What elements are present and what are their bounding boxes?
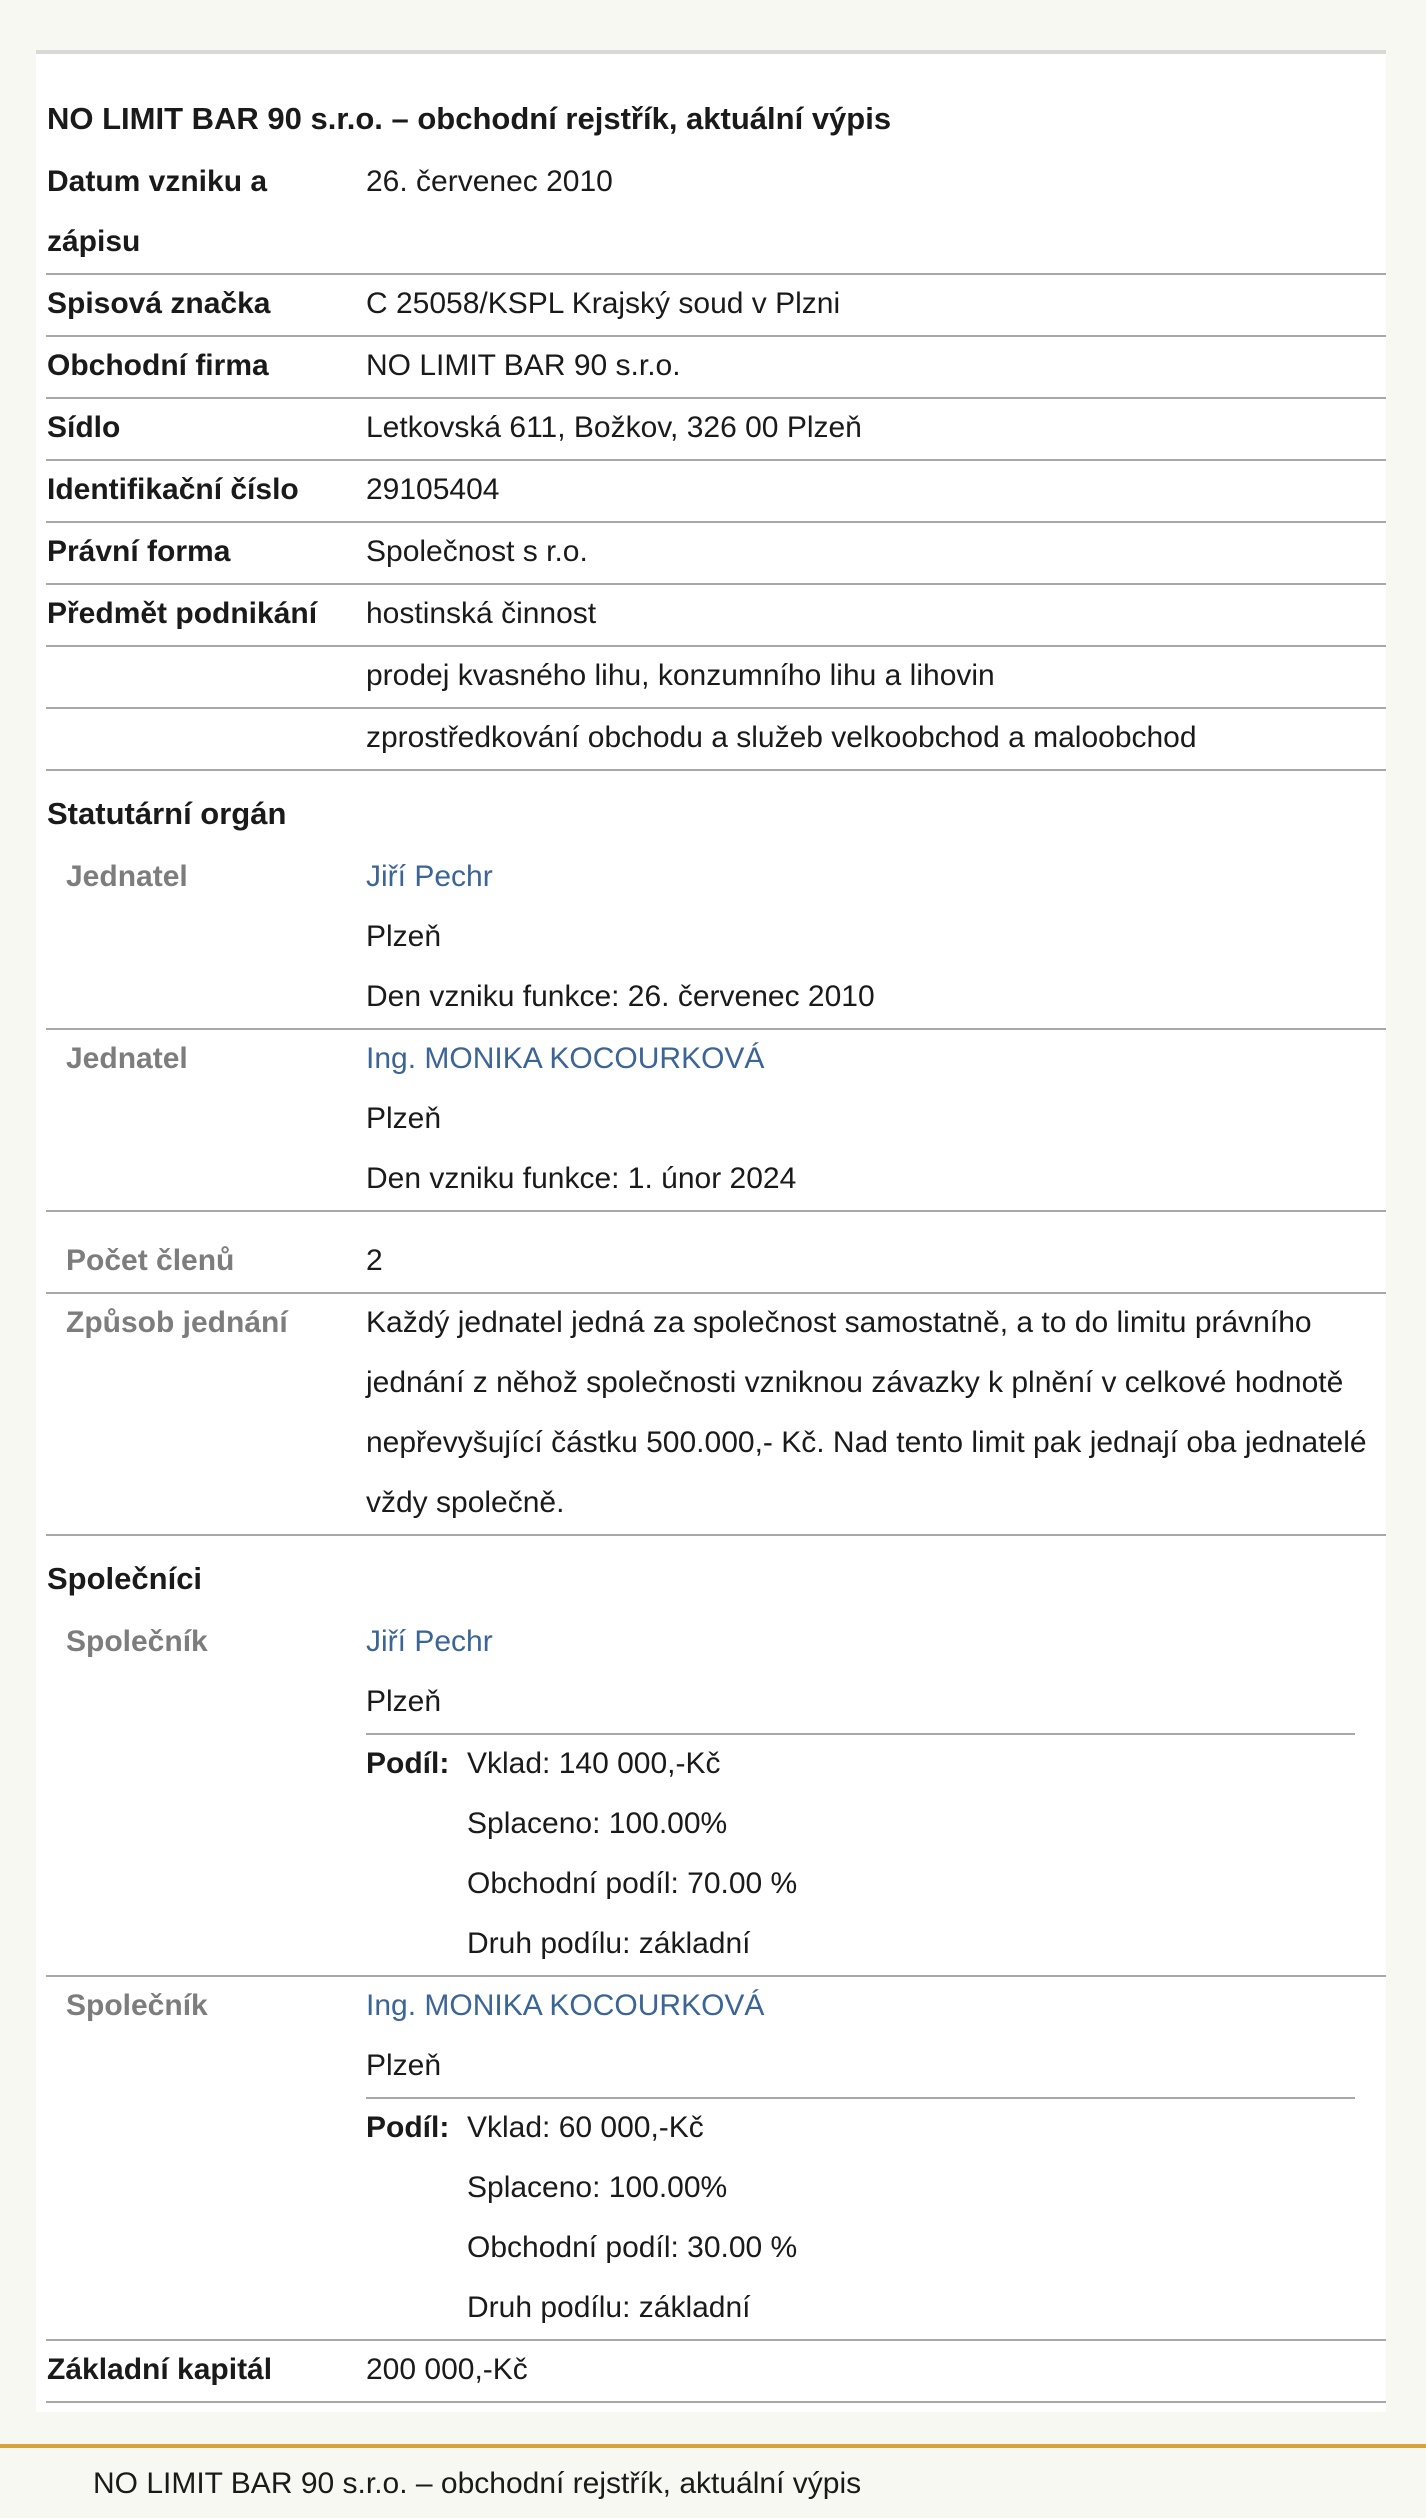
value-city: Plzeň [366, 2049, 442, 2082]
value-den-vzniku-funkce: Den vzniku funkce: 26. červenec 2010 [366, 980, 875, 1013]
label-zpusob-jednani: Způsob jednání [66, 1306, 288, 1339]
value-zakladni-kapital: 200 000,-Kč [366, 2353, 528, 2386]
row-divider [46, 769, 1386, 771]
label-sidlo: Sídlo [47, 411, 121, 444]
value-spisova-znacka: C 25058/KSPL Krajský soud v Plzni [366, 287, 841, 320]
label-spolecnik: Společník [66, 1989, 208, 2022]
zpusob-line: nepřevyšující částku 500.000,- Kč. Nad tento limit pak jednají oba jednatelé [366, 1426, 1367, 1459]
label-podil: Podíl: [366, 2111, 450, 2144]
value-zpusob-jednani [366, 1293, 1376, 1533]
zpusob-line: vždy společně. [366, 1486, 565, 1519]
value-obchodni-podil: Obchodní podíl: 70.00 % [467, 1867, 798, 1900]
label-predmet-podnikani: Předmět podnikání [47, 597, 318, 630]
value-den-vzniku-funkce: Den vzniku funkce: 1. únor 2024 [366, 1162, 797, 1195]
person-link-jiri-pechr[interactable]: Jiří Pechr [366, 1625, 493, 1658]
label-pravni-forma: Právní forma [47, 535, 231, 568]
section-heading-statutarni-organ: Statutární orgán [47, 796, 287, 831]
value-city: Plzeň [366, 1685, 442, 1718]
value-predmet-item: prodej kvasného lihu, konzumního lihu a lihovin [366, 659, 995, 692]
person-link-monika-kocourkova[interactable]: Ing. MONIKA KOCOURKOVÁ [366, 1989, 765, 2022]
row-divider [46, 521, 1386, 523]
label-jednatel: Jednatel [66, 1042, 188, 1075]
zpusob-line: jednání z něhož společnosti vzniknou závazky k plnění v celkové hodnotě [366, 1366, 1344, 1399]
row-divider [46, 1210, 1386, 1212]
label-datum-vzniku-line2: zápisu [47, 225, 141, 258]
value-splaceno: Splaceno: 100.00% [467, 2171, 728, 2204]
label-identifikacni-cislo: Identifikační číslo [47, 473, 299, 506]
value-city: Plzeň [366, 1102, 442, 1135]
label-pocet-clenu: Počet členů [66, 1244, 235, 1277]
label-datum-vzniku-line1: Datum vzniku a [47, 165, 268, 198]
label-podil: Podíl: [366, 1747, 450, 1780]
label-obchodni-firma: Obchodní firma [47, 349, 269, 382]
value-obchodni-firma: NO LIMIT BAR 90 s.r.o. [366, 349, 681, 382]
value-datum-vzniku: 26. červenec 2010 [366, 165, 613, 198]
value-pocet-clenu: 2 [366, 1244, 383, 1277]
value-predmet-item: zprostředkování obchodu a služeb velkoobchod a maloobchod [366, 721, 1197, 754]
person-link-monika-kocourkova[interactable]: Ing. MONIKA KOCOURKOVÁ [366, 1042, 765, 1075]
value-splaceno: Splaceno: 100.00% [467, 1807, 728, 1840]
value-predmet-item: hostinská činnost [366, 597, 597, 630]
label-zakladni-kapital: Základní kapitál [47, 2353, 273, 2386]
page-title: NO LIMIT BAR 90 s.r.o. – obchodní rejstřík, aktuální výpis [47, 101, 892, 136]
value-druh-podilu: Druh podílu: základní [467, 2291, 751, 2324]
person-link-jiri-pechr[interactable]: Jiří Pechr [366, 860, 493, 893]
row-divider [46, 1534, 1386, 1536]
row-divider [46, 2401, 1386, 2403]
value-sidlo: Letkovská 611, Božkov, 326 00 Plzeň [366, 411, 862, 444]
value-vklad: Vklad: 140 000,-Kč [467, 1747, 721, 1780]
section-heading-spolecnici: Společníci [47, 1561, 203, 1596]
value-pravni-forma: Společnost s r.o. [366, 535, 588, 568]
value-city: Plzeň [366, 920, 442, 953]
value-druh-podilu: Druh podílu: základní [467, 1927, 751, 1960]
footer-title: NO LIMIT BAR 90 s.r.o. – obchodní rejstřík, aktuální výpis [93, 2467, 862, 2500]
value-vklad: Vklad: 60 000,-Kč [467, 2111, 704, 2144]
label-jednatel: Jednatel [66, 860, 188, 893]
zpusob-line: Každý jednatel jedná za společnost samostatně, a to do limitu právního [366, 1306, 1312, 1339]
value-obchodni-podil: Obchodní podíl: 30.00 % [467, 2231, 798, 2264]
label-spisova-znacka: Spisová značka [47, 287, 271, 320]
label-spolecnik: Společník [66, 1625, 208, 1658]
value-identifikacni-cislo: 29105404 [366, 473, 500, 506]
